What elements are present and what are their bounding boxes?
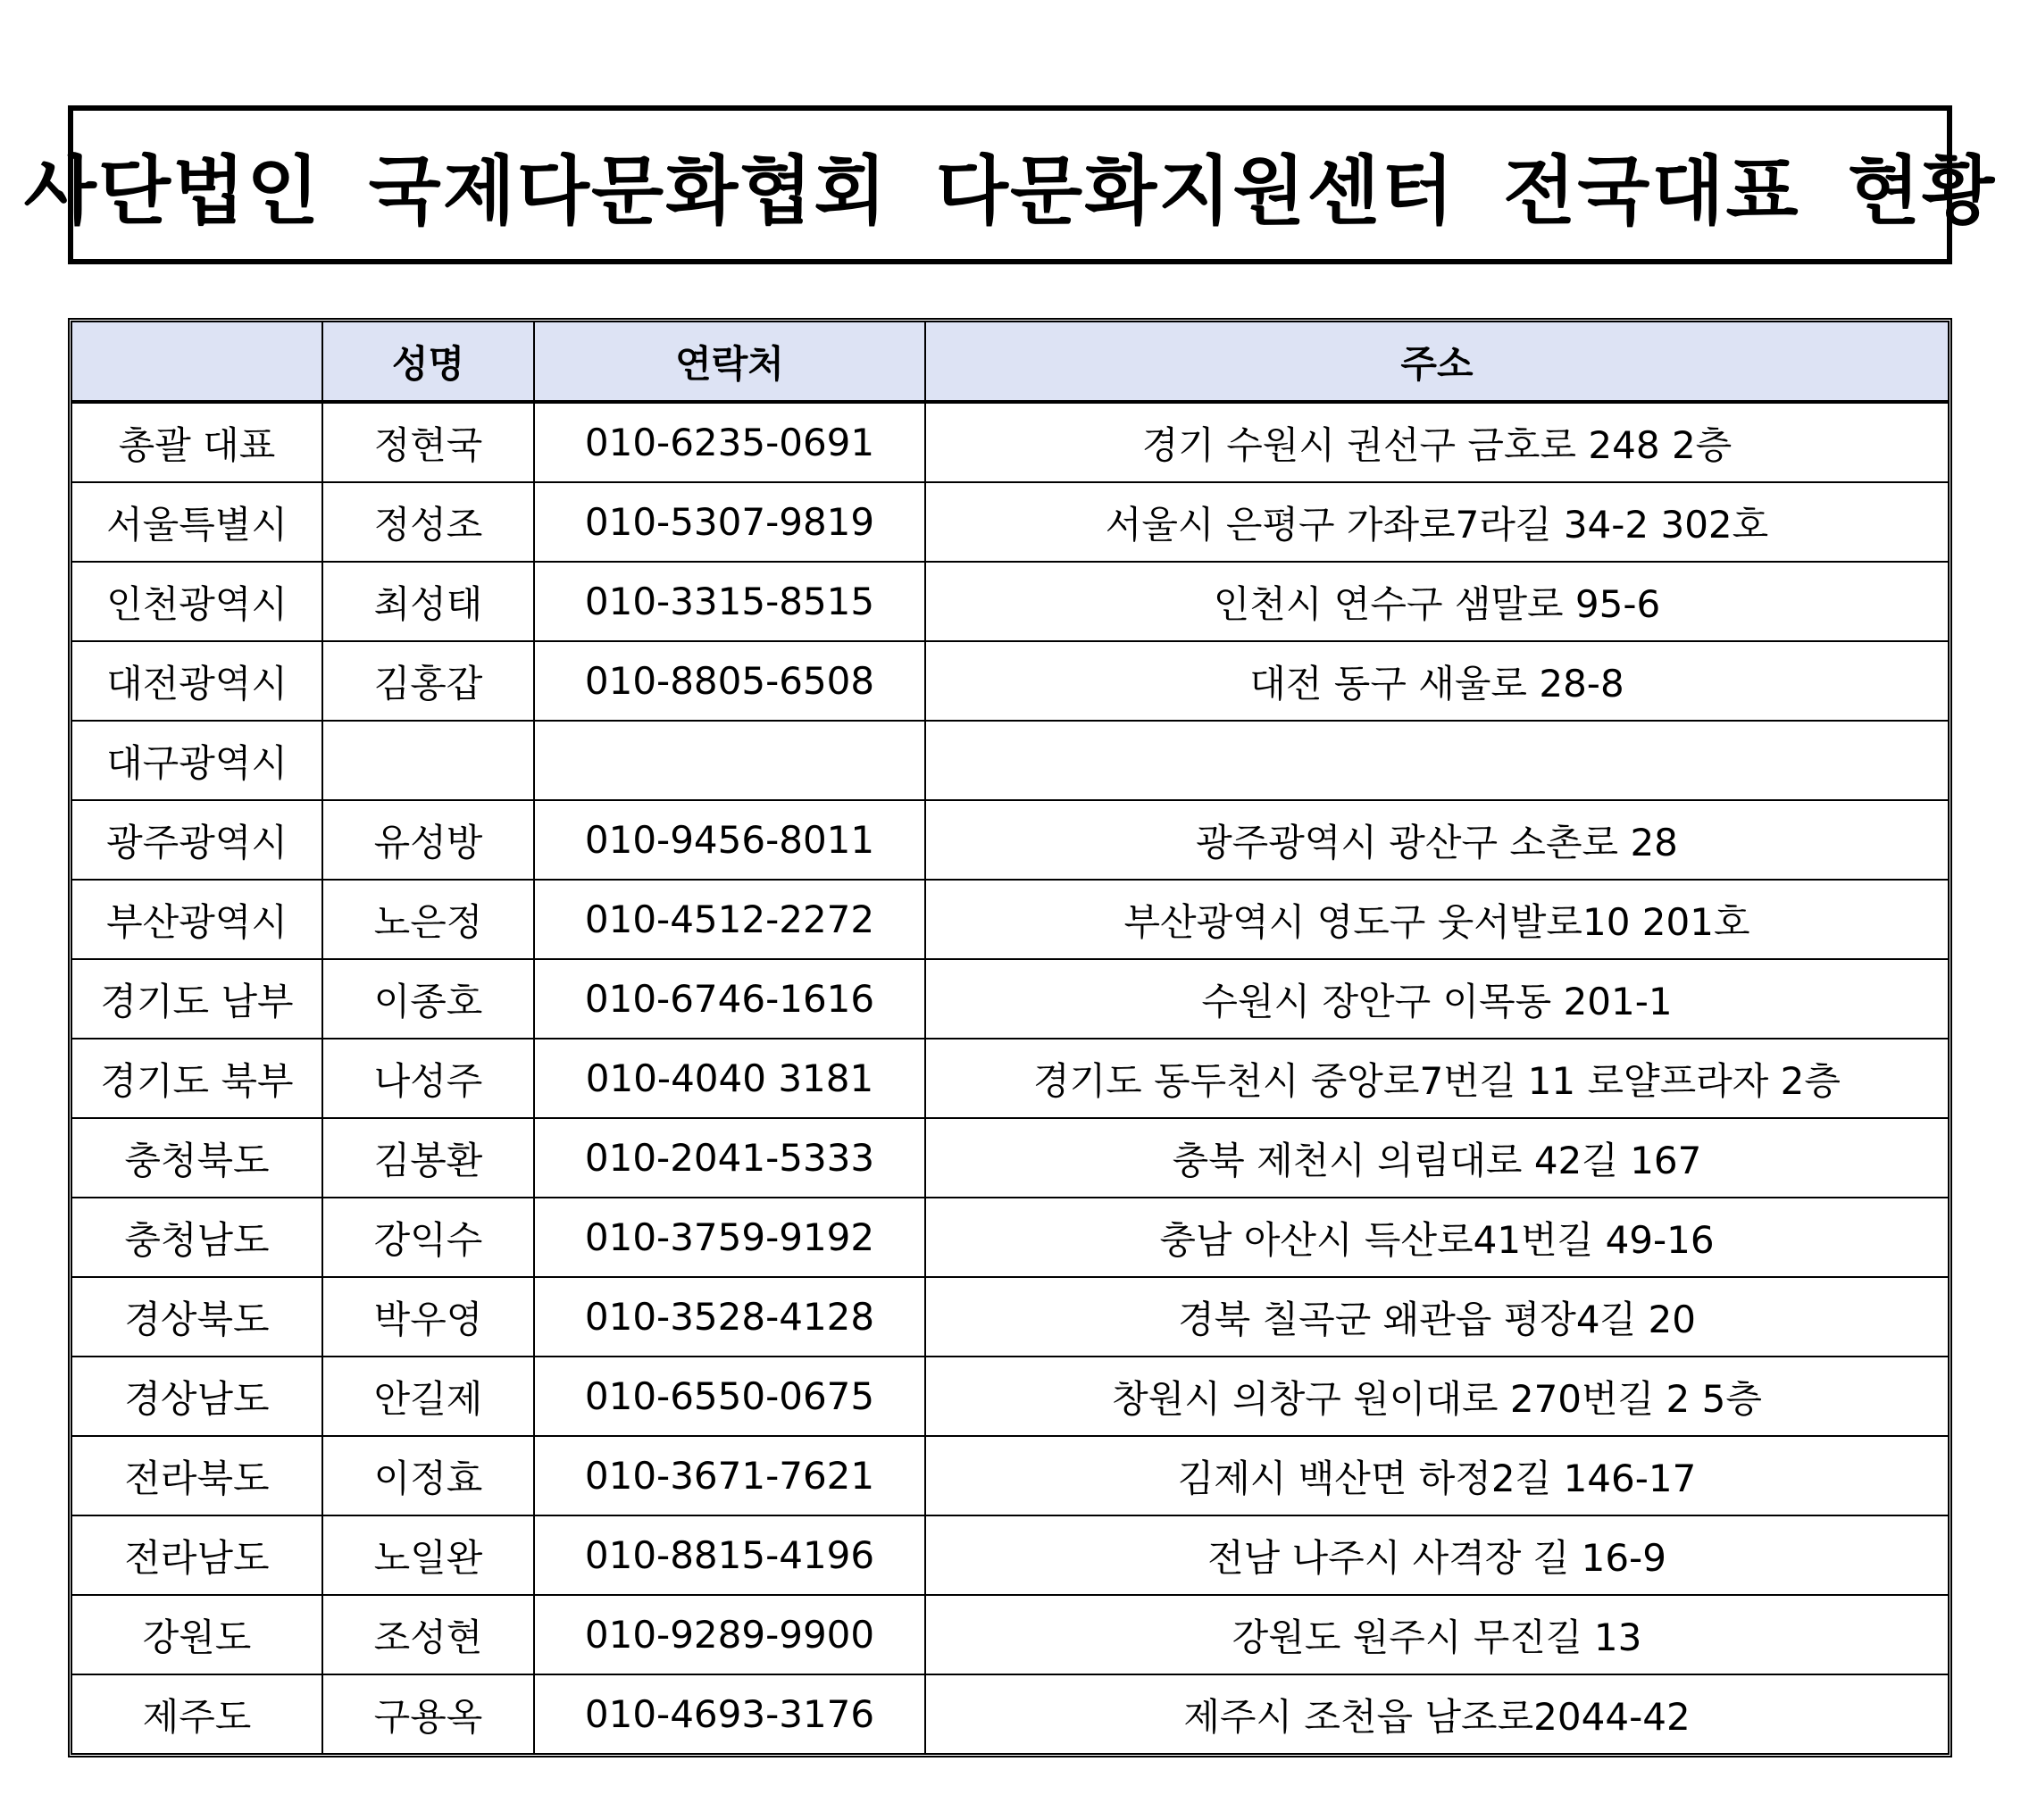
cell-phone: 010-3671-7621	[534, 1436, 925, 1515]
table-row	[72, 1039, 1948, 1118]
cell-address: 창원시 의창구 원이대로 270번길 2 5층	[925, 1357, 1948, 1436]
cell-phone: 010-4512-2272	[534, 880, 925, 959]
table-row	[72, 959, 1948, 1039]
cell-region: 광주광역시	[72, 800, 322, 880]
cell-region: 충청남도	[72, 1198, 322, 1277]
cell-phone: 010-9456-8011	[534, 800, 925, 880]
cell-name: 노은정	[322, 880, 534, 959]
cell-name: 최성태	[322, 562, 534, 641]
table-row	[72, 1515, 1948, 1595]
cell-name: 나성주	[322, 1039, 534, 1118]
cell-phone: 010-6235-0691	[534, 402, 925, 482]
cell-region: 경기도 북부	[72, 1039, 322, 1118]
cell-address: 서울시 은평구 가좌로7라길 34-2 302호	[925, 482, 1948, 562]
cell-name: 강익수	[322, 1198, 534, 1277]
cell-address: 경기도 동두천시 중앙로7번길 11 로얄프라자 2층	[925, 1039, 1948, 1118]
cell-region: 대전광역시	[72, 641, 322, 721]
table-body	[72, 402, 1948, 1753]
cell-name: 정현국	[322, 402, 534, 482]
cell-address: 수원시 장안구 이목동 201-1	[925, 959, 1948, 1039]
cell-phone	[534, 721, 925, 800]
cell-phone: 010-4693-3176	[534, 1674, 925, 1753]
cell-address: 강원도 원주시 무진길 13	[925, 1595, 1948, 1674]
cell-region: 경기도 남부	[72, 959, 322, 1039]
cell-region: 전라북도	[72, 1436, 322, 1515]
cell-name: 김홍갑	[322, 641, 534, 721]
cell-name: 안길제	[322, 1357, 534, 1436]
cell-region: 경상남도	[72, 1357, 322, 1436]
cell-phone: 010-4040 3181	[534, 1039, 925, 1118]
cell-region: 전라남도	[72, 1515, 322, 1595]
cell-name: 박우영	[322, 1277, 534, 1357]
table-row	[72, 1118, 1948, 1198]
representatives-table-wrapper	[68, 318, 1952, 1757]
cell-phone: 010-3759-9192	[534, 1198, 925, 1277]
cell-region: 제주도	[72, 1674, 322, 1753]
cell-phone: 010-8815-4196	[534, 1515, 925, 1595]
cell-region: 서울특별시	[72, 482, 322, 562]
cell-phone: 010-3315-8515	[534, 562, 925, 641]
cell-name: 유성방	[322, 800, 534, 880]
cell-address: 제주시 조천읍 남조로2044-42	[925, 1674, 1948, 1753]
cell-address: 충남 아산시 득산로41번길 49-16	[925, 1198, 1948, 1277]
table-row	[72, 1198, 1948, 1277]
cell-address: 전남 나주시 사격장 길 16-9	[925, 1515, 1948, 1595]
table-row	[72, 1436, 1948, 1515]
cell-address: 충북 제천시 의림대로 42길 167	[925, 1118, 1948, 1198]
cell-region: 강원도	[72, 1595, 322, 1674]
cell-address: 경기 수원시 권선구 금호로 248 2층	[925, 402, 1948, 482]
cell-address: 김제시 백산면 하정2길 146-17	[925, 1436, 1948, 1515]
representatives-table	[72, 322, 1948, 1753]
table-row	[72, 1595, 1948, 1674]
cell-name: 노일완	[322, 1515, 534, 1595]
cell-phone: 010-2041-5333	[534, 1118, 925, 1198]
table-row	[72, 562, 1948, 641]
cell-region: 부산광역시	[72, 880, 322, 959]
cell-address: 인천시 연수구 샘말로 95-6	[925, 562, 1948, 641]
table-row	[72, 880, 1948, 959]
cell-name: 정성조	[322, 482, 534, 562]
cell-address: 광주광역시 광산구 소촌로 28	[925, 800, 1948, 880]
cell-phone: 010-3528-4128	[534, 1277, 925, 1357]
table-row	[72, 800, 1948, 880]
cell-region: 대구광역시	[72, 721, 322, 800]
header-phone: 연락처	[534, 322, 925, 402]
title-box	[23, 105, 1997, 264]
cell-phone: 010-9289-9900	[534, 1595, 925, 1674]
page-title: 사단법인 국제다문화협회 다문화지원센터 전국대표 현황	[23, 146, 1997, 235]
cell-name: 이종호	[322, 959, 534, 1039]
header-address: 주소	[925, 322, 1948, 402]
table-row	[72, 482, 1948, 562]
cell-name	[322, 721, 534, 800]
cell-name: 구용옥	[322, 1674, 534, 1753]
cell-name: 이정효	[322, 1436, 534, 1515]
cell-address	[925, 721, 1948, 800]
cell-phone: 010-8805-6508	[534, 641, 925, 721]
table-row	[72, 721, 1948, 800]
table-row	[72, 1277, 1948, 1357]
header-name: 성명	[322, 322, 534, 402]
cell-address: 경북 칠곡군 왜관읍 평장4길 20	[925, 1277, 1948, 1357]
cell-phone: 010-6746-1616	[534, 959, 925, 1039]
table-row	[72, 402, 1948, 482]
cell-name: 조성현	[322, 1595, 534, 1674]
table-row	[72, 641, 1948, 721]
cell-address: 대전 동구 새울로 28-8	[925, 641, 1948, 721]
cell-address: 부산광역시 영도구 웃서발로10 201호	[925, 880, 1948, 959]
table-header-row	[72, 322, 1948, 402]
cell-region: 충청북도	[72, 1118, 322, 1198]
cell-region: 경상북도	[72, 1277, 322, 1357]
header-region	[72, 322, 322, 402]
table-row	[72, 1357, 1948, 1436]
cell-name: 김봉환	[322, 1118, 534, 1198]
cell-phone: 010-6550-0675	[534, 1357, 925, 1436]
cell-region: 인천광역시	[72, 562, 322, 641]
table-row	[72, 1674, 1948, 1753]
cell-region: 총괄 대표	[72, 402, 322, 482]
cell-phone: 010-5307-9819	[534, 482, 925, 562]
